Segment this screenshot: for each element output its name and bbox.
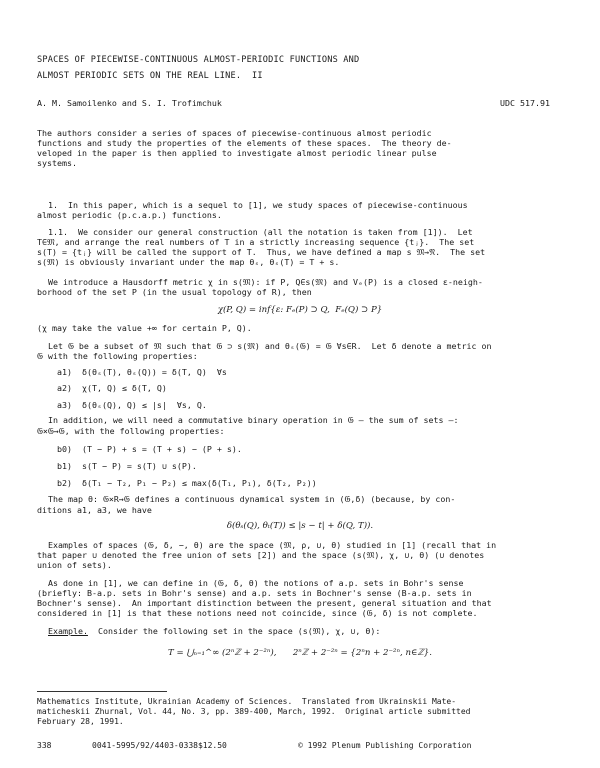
abstract-line: The authors consider a series of spaces of piecewise-continuous almost periodic <box>37 128 432 138</box>
addition-line: In addition, we will need a commutative binary operation in 𝔊 — the sum of sets —: <box>48 415 459 425</box>
hausdorff-line: We introduce a Hausdorff metric χ in s(𝔐): if P, Q∈s(𝔐) and Vₑ(P) is a closed ε-neigh- <box>48 277 483 287</box>
subset-line: 𝔊 with the following properties: <box>37 351 198 361</box>
title-line-1: SPACES OF PIECEWISE-CONTINUOUS ALMOST-PERIODIC FUNCTIONS AND <box>37 55 360 65</box>
footnote-line: Mathematics Institute, Ukrainian Academy of Sciences. Translated from Ukrainskii Mate- <box>37 697 457 706</box>
footnote-rule <box>37 691 167 692</box>
section-1-1-line: T∈𝔐, and arrange the real numbers of T in a strictly increasing sequence {tⱼ}. The set <box>37 237 475 247</box>
equation-continuity: δ(θₛ(Q), θₜ(T)) ≤ |s − t| + δ(Q, T)). <box>226 521 374 531</box>
property-b1: b1) s(T − P) = s(T) ∪ s(P). <box>57 461 197 471</box>
page-number: 338 <box>37 741 52 750</box>
article-code: 0041-5995/92/4403-0338$12.50 <box>92 741 227 750</box>
example-label: Example. <box>48 626 88 636</box>
property-a1: a1) δ(θₛ(T), θₛ(Q)) = δ(T, Q) ∀s <box>57 367 227 377</box>
property-b0: b0) (T − P) + s = (T + s) − (P + s). <box>57 444 242 454</box>
section-1-1-line: s(T) = {tⱼ} will be called the support of T. Thus, we have defined a map s 𝔐→𝔑. The set <box>37 247 486 257</box>
chi-note: (χ may take the value +∞ for certain P, Q). <box>37 323 252 333</box>
property-a2: a2) χ(T, Q) ≤ δ(T, Q) <box>57 383 167 393</box>
copyright: © 1992 Plenum Publishing Corporation <box>298 741 472 750</box>
map-line: The map θ: 𝔊×R→𝔊 defines a continuous dynamical system in (𝔊,δ) (because, by con- <box>48 494 456 504</box>
asdone-line: considered in [1] is that these notions need not coincide, since (𝔊, δ) is not complete. <box>37 608 478 618</box>
section-1-1-line: 1.1. We consider our general construction (all the notation is taken from [1]). Let <box>48 227 473 237</box>
section-1-line: 1. In this paper, which is a sequel to [1], we study spaces of piecewise-continuous <box>48 200 468 210</box>
asdone-line: As done in [1], we can define in (𝔊, δ, θ) the notions of a.p. sets in Bohr's sense <box>48 578 464 588</box>
property-a3: a3) δ(θₛ(Q), Q) ≤ |s| ∀s, Q. <box>57 400 207 410</box>
equation-example-set: T = ⋃ₙ₌₁^∞ (2ⁿℤ + 2⁻²ⁿ), 2ⁿℤ + 2⁻²ⁿ = {2ⁿn + 2⁻²ⁿ, n∈ℤ}. <box>168 648 432 658</box>
asdone-line: Bochner's sense). An important distinction between the present, general situation and that <box>37 598 492 608</box>
abstract-line: veloped in the paper is then applied to investigate almost periodic linear pulse <box>37 148 437 158</box>
asdone-line: (briefly: B-a.p. sets in Bohr's sense) and a.p. sets in Bochner's sense (B-a.p. sets in <box>37 588 472 598</box>
title-line-2: ALMOST PERIODIC SETS ON THE REAL LINE. II <box>37 71 263 81</box>
abstract-line: systems. <box>37 158 77 168</box>
property-b2: b2) δ(T₁ − T₂, P₁ − P₂) ≤ max(δ(T₁, P₁), δ(T₂, P₂)) <box>57 478 317 488</box>
footnote-line: February 28, 1991. <box>37 717 124 726</box>
footnote-line: maticheskii Zhurnal, Vol. 44, No. 3, pp. 389-400, March, 1992. Original article submitted <box>37 707 471 716</box>
hausdorff-line: borhood of the set P (in the usual topology of R), then <box>37 287 312 297</box>
equation-hausdorff: χ(P, Q) = inf{ε: Fₑ(P) ⊃ Q, Fₑ(Q) ⊃ P} <box>217 305 383 315</box>
abstract-line: functions and study the properties of the elements of these spaces. The theory de- <box>37 138 452 148</box>
section-1-line: almost periodic (p.c.a.p.) functions. <box>37 210 222 220</box>
example-text: Consider the following set in the space (s(𝔐), χ, ∪, θ): <box>87 626 381 636</box>
examples-line: Examples of spaces (𝔊, δ, −, θ) are the space (𝔐, ρ, ∪, θ) studied in [1] (recall that in <box>48 540 497 550</box>
subset-line: Let 𝔊 be a subset of 𝔐 such that 𝔊 ⊃ s(𝔐) and θₛ(𝔊) = 𝔊 ∀s∈R. Let δ denote a metric on <box>48 341 492 351</box>
examples-line: union of sets). <box>37 560 112 570</box>
map-line: ditions a1, a3, we have <box>37 505 152 515</box>
example-line <box>48 626 380 636</box>
authors: A. M. Samoilenko and S. I. Trofimchuk <box>37 98 222 108</box>
examples-line: that paper ∪ denoted the free union of sets [2]) and the space (s(𝔐), χ, ∪, θ) (∪ denotes <box>37 550 485 560</box>
udc-code: UDC 517.91 <box>500 98 550 108</box>
section-1-1-line: s(𝔐) is obviously invariant under the map θₛ, θₛ(T) = T + s. <box>37 257 340 267</box>
addition-line: 𝔊×𝔊→𝔊, with the following properties: <box>37 426 225 436</box>
